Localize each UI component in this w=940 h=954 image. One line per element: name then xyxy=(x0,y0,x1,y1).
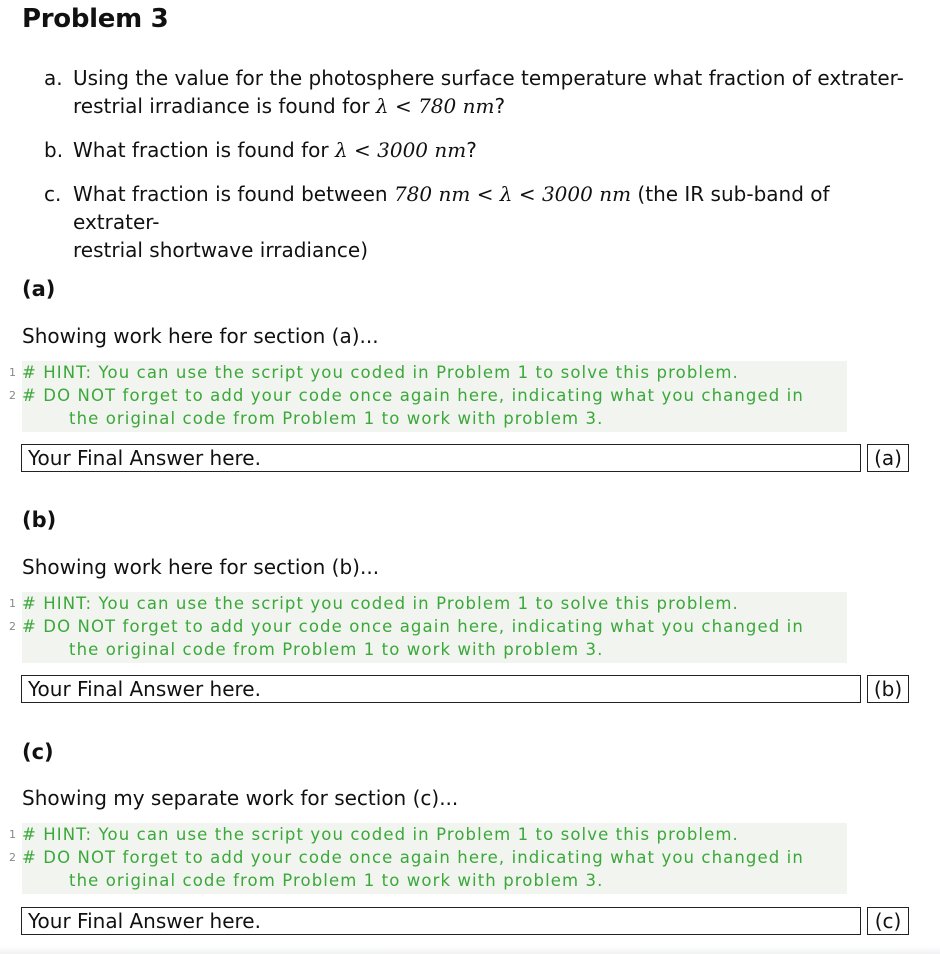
math-expression: λ < 780 nm xyxy=(375,94,495,118)
question-text-line: restrial irradiance is found for λ < 780 nm? xyxy=(73,94,506,118)
section-heading-a: (a) xyxy=(22,277,56,301)
code-block-c xyxy=(9,823,847,894)
math-expression: λ < 3000 nm xyxy=(334,138,467,162)
answer-tag-b: (b) xyxy=(867,675,909,703)
question-label: a. xyxy=(44,66,63,90)
code-line-continuation: the original code from Problem 1 to work with problem 3. xyxy=(69,871,604,890)
code-line: 2 # DO NOT forget to add your code once again here, indicating what you changed in xyxy=(22,384,847,407)
answer-field-b[interactable]: Your Final Answer here. xyxy=(21,675,861,703)
section-work-text-a: Showing work here for section (a)... xyxy=(22,324,379,348)
code-line-continuation: the original code from Problem 1 to work with problem 3. xyxy=(69,409,604,428)
answer-field-a[interactable]: Your Final Answer here. xyxy=(21,444,861,472)
line-number: 2 xyxy=(9,851,16,864)
code-line: 1 # HINT: You can use the script you coded in Problem 1 to solve this problem. xyxy=(22,823,847,846)
line-number: 1 xyxy=(9,597,16,610)
question-text-line: Using the value for the photosphere surface temperature what fraction of extrater- xyxy=(73,66,904,90)
line-number: 2 xyxy=(9,389,16,402)
code-block-b xyxy=(9,592,847,663)
section-heading-c: (c) xyxy=(22,740,54,764)
line-number: 1 xyxy=(9,366,16,379)
line-number: 2 xyxy=(9,620,16,633)
line-number: 1 xyxy=(9,828,16,841)
answer-field-c[interactable]: Your Final Answer here. xyxy=(21,907,861,935)
question-b xyxy=(44,136,920,164)
question-text-line: What fraction is found for λ < 3000 nm? xyxy=(73,138,477,162)
code-line: 2 # DO NOT forget to add your code once again here, indicating what you changed in xyxy=(22,615,847,638)
section-heading-b: (b) xyxy=(22,508,57,532)
question-a xyxy=(44,64,920,120)
question-text-line: What fraction is found between 780 nm < λ < 3000 nm (the IR sub-band of extrater- xyxy=(73,182,830,234)
answer-tag-a: (a) xyxy=(867,444,909,472)
code-line: 1 # HINT: You can use the script you coded in Problem 1 to solve this problem. xyxy=(22,592,847,615)
section-work-text-c: Showing my separate work for section (c)... xyxy=(22,786,459,810)
code-line-continuation: the original code from Problem 1 to work with problem 3. xyxy=(69,640,604,659)
code-line: 2 # DO NOT forget to add your code once again here, indicating what you changed in xyxy=(22,846,847,869)
section-work-text-b: Showing work here for section (b)... xyxy=(22,555,380,579)
problem-title: Problem 3 xyxy=(22,4,169,34)
answer-tag-c: (c) xyxy=(867,907,909,935)
question-list xyxy=(44,64,920,280)
question-label: c. xyxy=(44,182,62,206)
question-label: b. xyxy=(44,138,64,162)
code-block-a xyxy=(9,361,847,432)
code-line: 1 # HINT: You can use the script you coded in Problem 1 to solve this problem. xyxy=(22,361,847,384)
question-c xyxy=(44,180,920,264)
page-bottom-edge xyxy=(0,946,940,954)
question-text-line: restrial shortwave irradiance) xyxy=(73,238,368,262)
math-expression: 780 nm < λ < 3000 nm xyxy=(393,182,632,206)
